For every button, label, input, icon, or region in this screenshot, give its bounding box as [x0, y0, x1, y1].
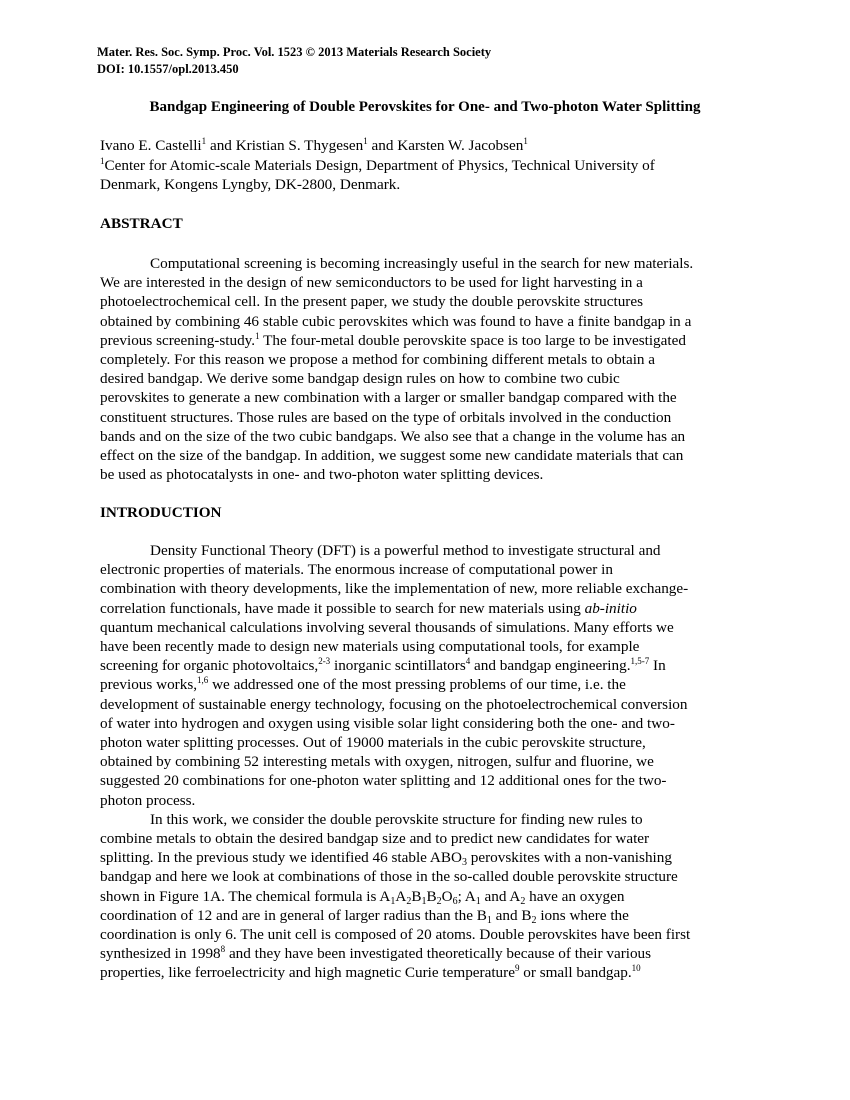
- author-affiliation-mark: 1: [363, 136, 368, 146]
- text-line: constituent structures. Those rules are based on the type of orbitals involved in the conduction: [100, 408, 672, 426]
- text-line: coordination is only 6. The unit cell is composed of 20 atoms. Double perovskites have been first: [100, 926, 691, 944]
- text-run: correlation functionals, have made it possible to search for new materials using: [100, 599, 585, 617]
- text-run: splitting. In the previous study we identified 46 stable ABO: [100, 849, 462, 867]
- text-run: we addressed one of the most pressing problems of our time, i.e. the: [208, 676, 626, 694]
- text-line: [100, 656, 760, 675]
- text-run: or small bandgap.: [519, 964, 632, 982]
- text-run: previous screening-study.: [100, 331, 256, 349]
- subscript: 1: [390, 895, 396, 907]
- text-line: combine metals to obtain the desired bandgap size and to predict new candidates for water: [100, 830, 650, 848]
- formula-element: B: [426, 887, 437, 905]
- text-run: and bandgap engineering.: [470, 657, 631, 675]
- formula-element: O: [441, 887, 453, 905]
- subscript: 2: [436, 895, 442, 907]
- text-run: have an oxygen: [525, 887, 625, 905]
- citation-mark: 1,5-7: [630, 656, 650, 667]
- text-line: [100, 675, 760, 694]
- text-run: ions where the: [536, 906, 629, 924]
- text-line: [100, 963, 760, 982]
- citation-mark: 8: [220, 944, 226, 955]
- author-separator: and: [367, 137, 398, 154]
- text-run: properties, like ferroelectricity and high magnetic Curie temperature: [100, 964, 515, 982]
- text-run: ; A: [457, 887, 476, 905]
- doi-line: DOI: 10.1557/opl.2013.450: [97, 62, 239, 76]
- text-run: and A: [480, 887, 521, 905]
- affiliation-line: Denmark, Kongens Lyngby, DK-2800, Denmark.: [100, 176, 401, 194]
- subscript: 2: [406, 895, 412, 907]
- text-run: and they have been investigated theoretically because of their various: [225, 945, 652, 963]
- text-line: photon process.: [100, 791, 196, 809]
- author-affiliation-mark: 1: [201, 136, 207, 146]
- text-line: combination with theory developments, like the implementation of new, more reliable exchange-: [100, 580, 689, 598]
- text-line: electronic properties of materials. The enormous increase of computational power in: [100, 561, 613, 579]
- text-line: be used as photocatalysts in one- and two-photon water splitting devices.: [100, 466, 544, 484]
- citation-mark: 1,6: [197, 675, 209, 686]
- text-line: [100, 848, 760, 867]
- italic-term: ab-initio: [584, 599, 637, 617]
- text-line: perovskites to generate a new combination with a larger or smaller bandgap compared with the: [100, 389, 677, 407]
- text-line: photoelectrochemical cell. In the present paper, we study the double perovskite structures: [100, 293, 643, 311]
- affiliation-mark: 1: [100, 155, 105, 166]
- text-line: bandgap and here we look at combinations of those in the so-called double perovskite structure: [100, 868, 678, 886]
- introduction-heading: INTRODUCTION: [100, 504, 222, 521]
- text-run: screening for organic photovoltaics,: [100, 657, 319, 675]
- subscript: 1: [475, 895, 481, 907]
- subscript: 1: [486, 914, 492, 926]
- text-line: photon water splitting processes. Out of 19000 materials in the cubic perovskite structure,: [100, 734, 646, 752]
- abstract-heading: ABSTRACT: [100, 215, 183, 232]
- subscript: 2: [520, 895, 526, 907]
- author-affiliation-mark: 1: [523, 136, 528, 146]
- text-line: effect on the size of the bandgap. In addition, we suggest some new candidate materials that can: [100, 447, 684, 465]
- citation-mark: 10: [631, 963, 641, 974]
- text-run: The four-metal double perovskite space is too large to be investigated: [259, 331, 686, 349]
- subscript: 3: [461, 857, 467, 869]
- text-line: [100, 599, 760, 618]
- text-run: inorganic scintillators: [330, 657, 466, 675]
- formula-element: B: [411, 887, 422, 905]
- introduction-body: [100, 541, 760, 983]
- author-separator: and: [206, 137, 236, 154]
- affiliation-text: Center for Atomic-scale Materials Design, Department of Physics, Technical University of: [104, 156, 655, 174]
- subscript: 2: [531, 914, 537, 926]
- text-line: We are interested in the design of new semiconductors to be used for light harvesting in a: [100, 274, 643, 292]
- text-run: and B: [491, 906, 532, 924]
- text-line: Computational screening is becoming increasingly useful in the search for new materials.: [150, 255, 694, 272]
- text-line: have been recently made to design new materials using computational tools, for example: [100, 638, 640, 656]
- citation-mark: 9: [514, 963, 520, 974]
- citation-mark: 4: [465, 656, 471, 667]
- text-run: In: [649, 657, 666, 675]
- citation-line: Mater. Res. Soc. Symp. Proc. Vol. 1523 © 2013 Materials Research Society: [97, 45, 492, 59]
- citation-mark: 2-3: [318, 656, 331, 667]
- subscript: 6: [452, 895, 458, 907]
- subscript: 1: [421, 895, 427, 907]
- text-run: synthesized in 1998: [100, 945, 221, 963]
- text-line: development of sustainable energy technology, focusing on the photoelectrochemical conversion: [100, 695, 688, 713]
- journal-header: [97, 44, 491, 78]
- text-line: obtained by combining 52 interesting metals with oxygen, nitrogen, sulfur and fluorine, we: [100, 753, 654, 771]
- text-run: previous works,: [100, 676, 198, 694]
- text-line: [100, 906, 760, 925]
- text-line: quantum mechanical calculations involving several thousands of simulations. Many efforts we: [100, 618, 674, 636]
- text-line: suggested 20 combinations for one-photon water splitting and 12 additional ones for the two-: [100, 772, 667, 790]
- text-line: desired bandgap. We derive some bandgap design rules on how to combine two cubic: [100, 370, 620, 388]
- author-block: [100, 136, 760, 195]
- text-line: Density Functional Theory (DFT) is a powerful method to investigate structural and: [150, 542, 661, 559]
- author-name: Kristian S. Thygesen: [235, 137, 364, 154]
- text-line: obtained by combining 46 stable cubic perovskites which was found to have a finite bandgap in a: [100, 312, 692, 330]
- text-line: of water into hydrogen and oxygen using visible solar light considering both the one- and two-: [100, 714, 675, 732]
- affiliation-line: [100, 156, 760, 176]
- text-line: completely. For this reason we propose a method for combining different metals to obtain a: [100, 351, 656, 369]
- text-line: [100, 887, 760, 906]
- author-name: Karsten W. Jacobsen: [397, 137, 524, 154]
- text-line: bands and on the size of the two cubic bandgaps. We also see that a change in the volume has an: [100, 427, 686, 445]
- author-list: [100, 136, 760, 156]
- abstract-body: [100, 254, 760, 484]
- formula-element: A: [395, 887, 407, 905]
- text-run: coordination of 12 and are in general of larger radius than the B: [100, 906, 487, 924]
- text-line: In this work, we consider the double perovskite structure for finding new rules to: [150, 810, 643, 828]
- text-line: [100, 331, 760, 350]
- text-run: perovskites with a non-vanishing: [466, 849, 672, 867]
- citation-mark: 1: [255, 330, 260, 341]
- paper-title: Bandgap Engineering of Double Perovskites for One- and Two-photon Water Splitting: [149, 99, 701, 115]
- text-line: [100, 944, 760, 963]
- text-run: shown in Figure 1A. The chemical formula is A: [100, 887, 391, 905]
- author-name: Ivano E. Castelli: [100, 137, 202, 154]
